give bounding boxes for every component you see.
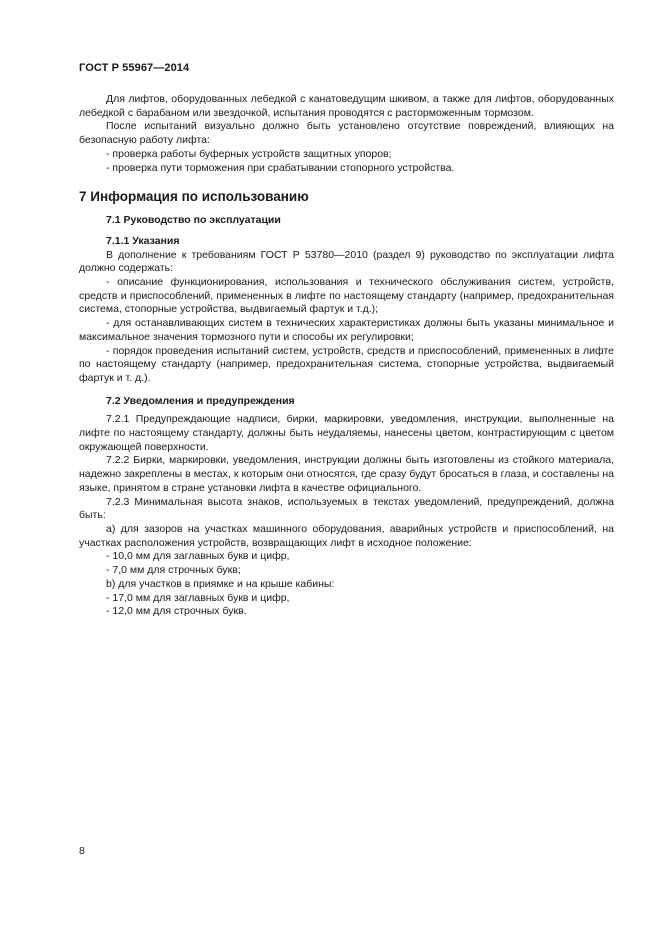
page-number: 8: [79, 845, 85, 857]
paragraph: b) для участков в приямке и на крыше кабины:: [106, 577, 335, 590]
paragraph: 7.2.3 Минимальная высота знаков, используемых в текстах уведомлений, предупреждений, должна быть:: [79, 495, 614, 522]
document-header: ГОСТ Р 55967—2014: [79, 62, 190, 74]
intro-paragraph: Для лифтов, оборудованных лебедкой с канатоведущим шкивом, а также для лифтов, оборудованных лебедкой с барабаном или звездочкой, испытания проводятся с расторможенным тормозом.: [79, 93, 614, 119]
list-item: - 10,0 мм для заглавных букв и цифр,: [106, 550, 290, 563]
clause-heading: 7.1.1 Указания: [106, 234, 180, 247]
list-item: - 7,0 мм для строчных букв;: [106, 564, 241, 577]
subsection-heading: 7.1 Руководство по эксплуатации: [106, 214, 281, 227]
document-body: [79, 93, 614, 619]
paragraph: В дополнение к требованиям ГОСТ Р 53780—2010 (раздел 9) руководство по эксплуатации лифта должно содержать:: [79, 248, 614, 275]
list-item: - 17,0 мм для заглавных букв и цифр,: [106, 591, 290, 604]
list-item: - проверка пути торможения при срабатывании стопорного устройства.: [106, 161, 455, 174]
paragraph: 7.2.2 Бирки, маркировки, уведомления, инструкции должны быть изготовлены из стойкого материала, надежно закреплены в местах, к которым они относятся, где сразу будут бросаться в глаза, и составлены на языке, принятом в стране установки лифта в качестве официального.: [79, 454, 614, 494]
paragraph: а) для зазоров на участках машинного оборудования, аварийных устройств и приспособлений, на участках расположения устройств, возвращающих лифт в исходное положение:: [79, 522, 614, 549]
list-item: - описание функционирования, использования и технического обслуживания систем, устройств, средств и приспособлений, примененных в лифте по настоящему стандарту (например, предохранительная система, стопорные устройства, выдвигаемый фартук и т.д.);: [79, 276, 614, 316]
subsection-heading: 7.2 Уведомления и предупреждения: [106, 394, 295, 407]
list-item: - проверка работы буферных устройств защитных упоров;: [106, 147, 392, 160]
list-item: - 12,0 мм для строчных букв.: [106, 605, 247, 618]
list-item: - для останавливающих систем в технических характеристиках должны быть указаны минимальное и максимальное значения тормозного пути и способы их регулировки;: [79, 317, 614, 343]
list-item: - порядок проведения испытаний систем, устройств, средств и приспособлений, примененных в лифте по настоящему стандарту (например, предохранительная система, стопорные устройства, выдвигаемый фартук и т. д.).: [79, 344, 614, 384]
paragraph: 7.2.1 Предупреждающие надписи, бирки, маркировки, уведомления, инструкции, выполненные на лифте по настоящему стандарту, должны быть неудаляемы, нанесены цветом, контрастирующим с цветом окружающей поверхности.: [79, 413, 614, 453]
section-heading: 7 Информация по использованию: [79, 189, 309, 205]
intro-paragraph: После испытаний визуально должно быть установлено отсутствие повреждений, влияющих на безопасную работу лифта:: [79, 120, 614, 147]
